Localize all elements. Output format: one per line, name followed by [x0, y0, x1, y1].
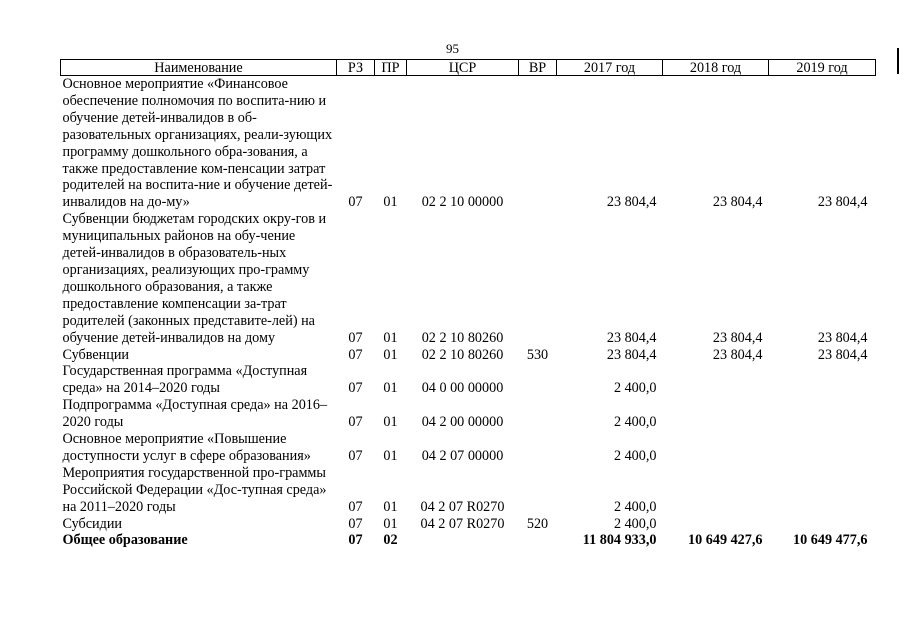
row-rz: 07: [348, 346, 363, 363]
row-rz: 07: [348, 447, 363, 464]
row-pr: 01: [383, 380, 398, 397]
row-name: Государственная программа «Доступная среда» на 2014–2020 годы: [62, 363, 308, 397]
row-csr: 04 2 07 R0270: [420, 515, 505, 532]
row-2018-value: 23 804,4: [712, 194, 763, 211]
table-row: [61, 76, 876, 212]
table-row: [61, 532, 876, 549]
table-row: [61, 465, 876, 516]
row-2019-value: [769, 397, 876, 431]
row-2018-value: [663, 465, 769, 516]
header-csr: ЦСР: [407, 60, 519, 76]
row-name: Мероприятия государственной про-граммы Российской Федерации «Дос-тупная среда» на 2011–2020 годы: [62, 464, 327, 515]
row-rz: 07: [348, 515, 363, 532]
row-2018-value: [663, 397, 769, 431]
row-2018-value: 23 804,4: [712, 329, 763, 346]
row-pr: 01: [383, 414, 398, 431]
row-2017-value: 2 400,0: [613, 380, 657, 397]
header-name: Наименование: [61, 60, 337, 76]
row-2019-value: [769, 431, 876, 465]
row-2019-value: 23 804,4: [817, 329, 868, 346]
table-row: [61, 363, 876, 397]
header-rz: РЗ: [337, 60, 375, 76]
row-csr: 04 2 07 00000: [421, 447, 504, 464]
row-vr: [519, 211, 557, 346]
row-pr: 01: [383, 329, 398, 346]
row-2018-value: [663, 431, 769, 465]
row-2019-value: [769, 516, 876, 533]
row-2017-value: 11 804 933,0: [582, 532, 657, 549]
row-2017-value: 23 804,4: [606, 346, 657, 363]
row-2017-value: 23 804,4: [606, 329, 657, 346]
row-vr: [519, 431, 557, 465]
row-rz: 07: [348, 532, 363, 549]
row-vr: 520: [526, 515, 549, 532]
row-rz: 07: [348, 194, 363, 211]
row-pr: 01: [383, 498, 398, 515]
row-2017-value: 2 400,0: [613, 414, 657, 431]
row-vr: [519, 76, 557, 212]
row-csr: 02 2 10 80260: [421, 329, 504, 346]
row-vr: [519, 465, 557, 516]
header-2018: 2018 год: [663, 60, 769, 76]
table-row: [61, 397, 876, 431]
row-pr: 02: [383, 532, 398, 549]
row-name: Основное мероприятие «Повышение доступности услуг в сфере образования»: [62, 431, 311, 464]
table-body: [61, 76, 876, 550]
row-2019-value: [769, 465, 876, 516]
row-2018-value: 10 649 427,6: [688, 532, 763, 549]
row-rz: 07: [348, 498, 363, 515]
row-2019-value: [769, 363, 876, 397]
row-2018-value: [663, 363, 769, 397]
header-2017: 2017 год: [557, 60, 663, 76]
table-row: [61, 211, 876, 346]
row-csr: [407, 532, 519, 549]
row-csr: 04 0 00 00000: [421, 380, 504, 397]
row-2018-value: 23 804,4: [712, 346, 763, 363]
row-vr: [519, 397, 557, 431]
row-2017-value: 2 400,0: [613, 515, 657, 532]
row-rz: 07: [348, 329, 363, 346]
page-number: 95: [446, 41, 459, 56]
row-2017-value: 2 400,0: [613, 447, 657, 464]
row-name: Субвенции бюджетам городских окру-гов и муниципальных районов на обу-чение детей-инвалидов в образователь-ных организациях, реализующих про-грамму дошкольного образования, а также предоставление компенсации за-трат родителей (законных представите-лей) на обучение детей-инвалидов на дому: [62, 211, 327, 346]
table-row: [61, 431, 876, 465]
header-vr: ВР: [519, 60, 557, 76]
row-vr: 530: [526, 346, 549, 363]
row-name: Общее образование: [62, 532, 188, 549]
row-2017-value: 23 804,4: [606, 194, 657, 211]
row-vr: [519, 363, 557, 397]
row-pr: 01: [383, 447, 398, 464]
row-name: Субвенции: [62, 346, 130, 363]
budget-table: [60, 59, 876, 549]
table-header-row: [61, 60, 876, 76]
row-pr: 01: [383, 194, 398, 211]
row-rz: 07: [348, 414, 363, 431]
row-csr: 04 2 00 00000: [421, 414, 504, 431]
row-2018-value: [663, 516, 769, 533]
table-row: [61, 516, 876, 533]
row-name: Подпрограмма «Доступная среда» на 2016–2020 годы: [62, 397, 328, 431]
row-csr: 02 2 10 00000: [421, 194, 504, 211]
table-row: [61, 347, 876, 364]
row-2019-value: 23 804,4: [817, 194, 868, 211]
row-rz: 07: [348, 380, 363, 397]
row-name: Субсидии: [62, 515, 123, 532]
row-vr: [519, 532, 557, 549]
margin-mark: [897, 48, 899, 74]
row-2019-value: 23 804,4: [817, 346, 868, 363]
header-2019: 2019 год: [769, 60, 876, 76]
row-name: Основное мероприятие «Финансовое обеспечение полномочия по воспита-нию и обучение детей-инвалидов в об-разовательных организациях, реали-зующих программу дошкольного обра-зования, а также предоставление ком-пенсации затрат родителей на воспита-ние и обучение детей-инвалидов на до-му»: [62, 76, 333, 211]
row-2019-value: 10 649 477,6: [793, 532, 868, 549]
row-csr: 02 2 10 80260: [421, 346, 504, 363]
row-pr: 01: [383, 346, 398, 363]
header-pr: ПР: [375, 60, 407, 76]
row-csr: 04 2 07 R0270: [420, 498, 505, 515]
row-pr: 01: [383, 515, 398, 532]
row-2017-value: 2 400,0: [613, 498, 657, 515]
